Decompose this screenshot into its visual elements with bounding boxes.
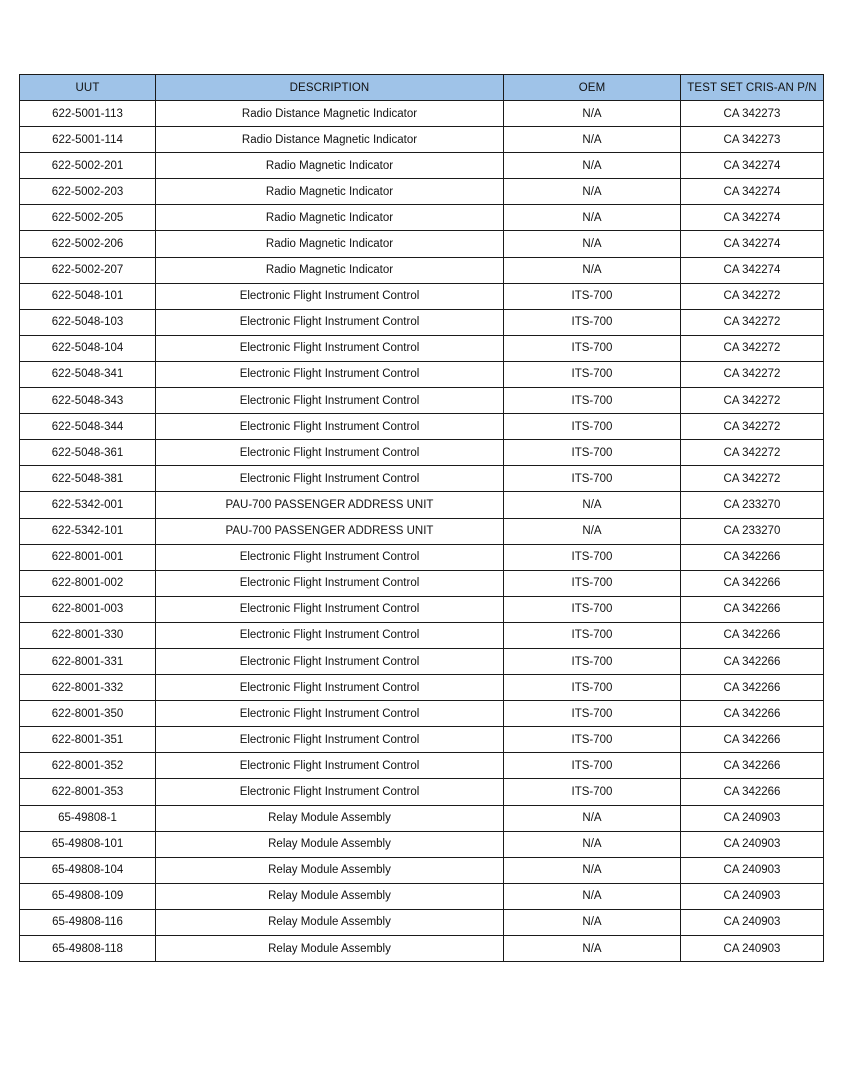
description-cell: Relay Module Assembly — [156, 883, 504, 909]
oem-cell: N/A — [504, 936, 681, 962]
description-cell: Radio Distance Magnetic Indicator — [156, 101, 504, 127]
table-row — [20, 388, 824, 414]
test-set-pn-cell: CA 342274 — [681, 179, 824, 205]
oem-cell: ITS-700 — [504, 701, 681, 727]
table-row — [20, 335, 824, 361]
table-row — [20, 596, 824, 622]
uut-cell: 622-5048-104 — [20, 335, 156, 361]
uut-cell: 622-5002-207 — [20, 257, 156, 283]
table-row — [20, 831, 824, 857]
table-row — [20, 936, 824, 962]
table-row — [20, 127, 824, 153]
uut-cell: 622-5048-341 — [20, 361, 156, 387]
description-cell: Electronic Flight Instrument Control — [156, 570, 504, 596]
table-row — [20, 466, 824, 492]
description-cell: Electronic Flight Instrument Control — [156, 622, 504, 648]
description-cell: Relay Module Assembly — [156, 805, 504, 831]
test-set-pn-cell: CA 342266 — [681, 596, 824, 622]
description-cell: Electronic Flight Instrument Control — [156, 309, 504, 335]
table-row — [20, 440, 824, 466]
description-cell: Electronic Flight Instrument Control — [156, 701, 504, 727]
oem-cell: ITS-700 — [504, 440, 681, 466]
oem-cell: ITS-700 — [504, 596, 681, 622]
uut-cell: 65-49808-118 — [20, 936, 156, 962]
table-row — [20, 727, 824, 753]
description-cell: Electronic Flight Instrument Control — [156, 414, 504, 440]
uut-cell: 622-8001-350 — [20, 701, 156, 727]
oem-cell: ITS-700 — [504, 779, 681, 805]
test-set-pn-cell: CA 342274 — [681, 153, 824, 179]
test-set-pn-cell: CA 342266 — [681, 753, 824, 779]
table-row — [20, 257, 824, 283]
uut-cell: 622-5001-114 — [20, 127, 156, 153]
description-cell: Relay Module Assembly — [156, 831, 504, 857]
table-body — [20, 101, 824, 962]
test-set-pn-cell: CA 233270 — [681, 492, 824, 518]
table-row — [20, 909, 824, 935]
description-cell: Electronic Flight Instrument Control — [156, 466, 504, 492]
uut-cell: 622-5002-201 — [20, 153, 156, 179]
test-set-pn-cell: CA 240903 — [681, 805, 824, 831]
description-cell: Relay Module Assembly — [156, 936, 504, 962]
table-row — [20, 414, 824, 440]
description-cell: Relay Module Assembly — [156, 857, 504, 883]
oem-cell: ITS-700 — [504, 648, 681, 674]
oem-cell: ITS-700 — [504, 570, 681, 596]
oem-cell: ITS-700 — [504, 388, 681, 414]
description-cell: Electronic Flight Instrument Control — [156, 596, 504, 622]
description-cell: Electronic Flight Instrument Control — [156, 283, 504, 309]
table-row — [20, 544, 824, 570]
header-oem: OEM — [504, 75, 681, 101]
uut-cell: 65-49808-116 — [20, 909, 156, 935]
uut-cell: 622-5048-103 — [20, 309, 156, 335]
uut-cell: 622-8001-331 — [20, 648, 156, 674]
oem-cell: ITS-700 — [504, 727, 681, 753]
uut-cell: 65-49808-1 — [20, 805, 156, 831]
uut-cell: 622-5002-206 — [20, 231, 156, 257]
test-set-pn-cell: CA 342266 — [681, 570, 824, 596]
oem-cell: N/A — [504, 127, 681, 153]
test-set-pn-cell: CA 342272 — [681, 466, 824, 492]
uut-cell: 622-5048-343 — [20, 388, 156, 414]
table-row — [20, 701, 824, 727]
oem-cell: N/A — [504, 492, 681, 518]
oem-cell: ITS-700 — [504, 466, 681, 492]
oem-cell: N/A — [504, 857, 681, 883]
table-row — [20, 283, 824, 309]
table-row — [20, 779, 824, 805]
test-set-pn-cell: CA 342272 — [681, 309, 824, 335]
header-test-set-pn: TEST SET CRIS-AN P/N — [681, 75, 824, 101]
description-cell: Radio Distance Magnetic Indicator — [156, 127, 504, 153]
description-cell: PAU-700 PASSENGER ADDRESS UNIT — [156, 518, 504, 544]
description-cell: Electronic Flight Instrument Control — [156, 727, 504, 753]
test-set-pn-cell: CA 342272 — [681, 388, 824, 414]
test-set-pn-cell: CA 342266 — [681, 675, 824, 701]
uut-cell: 622-8001-352 — [20, 753, 156, 779]
table-row — [20, 622, 824, 648]
oem-cell: N/A — [504, 179, 681, 205]
test-set-pn-cell: CA 342274 — [681, 231, 824, 257]
test-set-pn-cell: CA 342266 — [681, 544, 824, 570]
test-set-pn-cell: CA 240903 — [681, 936, 824, 962]
oem-cell: N/A — [504, 153, 681, 179]
uut-cell: 622-8001-003 — [20, 596, 156, 622]
uut-cell: 622-5342-001 — [20, 492, 156, 518]
oem-cell: N/A — [504, 231, 681, 257]
table-row — [20, 518, 824, 544]
table-header-row — [20, 75, 824, 101]
oem-cell: N/A — [504, 101, 681, 127]
description-cell: Radio Magnetic Indicator — [156, 153, 504, 179]
test-set-pn-cell: CA 342274 — [681, 257, 824, 283]
oem-cell: N/A — [504, 805, 681, 831]
test-set-pn-cell: CA 342273 — [681, 101, 824, 127]
table-row — [20, 648, 824, 674]
description-cell: PAU-700 PASSENGER ADDRESS UNIT — [156, 492, 504, 518]
uut-cell: 65-49808-109 — [20, 883, 156, 909]
description-cell: Radio Magnetic Indicator — [156, 231, 504, 257]
header-uut: UUT — [20, 75, 156, 101]
uut-cell: 622-5048-361 — [20, 440, 156, 466]
uut-cell: 622-8001-330 — [20, 622, 156, 648]
table-row — [20, 492, 824, 518]
description-cell: Radio Magnetic Indicator — [156, 179, 504, 205]
test-set-pn-cell: CA 342272 — [681, 414, 824, 440]
description-cell: Electronic Flight Instrument Control — [156, 335, 504, 361]
test-set-pn-cell: CA 342272 — [681, 440, 824, 466]
description-cell: Electronic Flight Instrument Control — [156, 675, 504, 701]
table-row — [20, 753, 824, 779]
test-set-pn-cell: CA 240903 — [681, 857, 824, 883]
oem-cell: ITS-700 — [504, 361, 681, 387]
oem-cell: ITS-700 — [504, 675, 681, 701]
description-cell: Electronic Flight Instrument Control — [156, 779, 504, 805]
table-row — [20, 153, 824, 179]
table-row — [20, 361, 824, 387]
table-row — [20, 309, 824, 335]
table-row — [20, 101, 824, 127]
description-cell: Relay Module Assembly — [156, 909, 504, 935]
oem-cell: ITS-700 — [504, 753, 681, 779]
test-set-pn-cell: CA 342266 — [681, 622, 824, 648]
uut-cell: 65-49808-101 — [20, 831, 156, 857]
description-cell: Electronic Flight Instrument Control — [156, 648, 504, 674]
oem-cell: N/A — [504, 518, 681, 544]
test-set-pn-cell: CA 240903 — [681, 831, 824, 857]
table-row — [20, 857, 824, 883]
oem-cell: ITS-700 — [504, 335, 681, 361]
uut-cell: 65-49808-104 — [20, 857, 156, 883]
uut-cell: 622-5048-101 — [20, 283, 156, 309]
oem-cell: ITS-700 — [504, 283, 681, 309]
oem-cell: N/A — [504, 831, 681, 857]
uut-cell: 622-8001-001 — [20, 544, 156, 570]
header-description: DESCRIPTION — [156, 75, 504, 101]
test-set-pn-cell: CA 342272 — [681, 283, 824, 309]
uut-cell: 622-5001-113 — [20, 101, 156, 127]
table-row — [20, 805, 824, 831]
uut-cell: 622-5048-381 — [20, 466, 156, 492]
uut-cell: 622-5342-101 — [20, 518, 156, 544]
test-set-pn-cell: CA 342273 — [681, 127, 824, 153]
uut-cell: 622-8001-002 — [20, 570, 156, 596]
table-row — [20, 231, 824, 257]
test-set-pn-cell: CA 233270 — [681, 518, 824, 544]
description-cell: Electronic Flight Instrument Control — [156, 753, 504, 779]
table-row — [20, 883, 824, 909]
oem-cell: ITS-700 — [504, 622, 681, 648]
uut-cell: 622-8001-332 — [20, 675, 156, 701]
table-row — [20, 675, 824, 701]
parts-table — [19, 74, 824, 962]
description-cell: Radio Magnetic Indicator — [156, 257, 504, 283]
oem-cell: ITS-700 — [504, 309, 681, 335]
description-cell: Electronic Flight Instrument Control — [156, 361, 504, 387]
test-set-pn-cell: CA 342266 — [681, 701, 824, 727]
oem-cell: ITS-700 — [504, 544, 681, 570]
uut-cell: 622-5002-205 — [20, 205, 156, 231]
uut-cell: 622-8001-353 — [20, 779, 156, 805]
oem-cell: N/A — [504, 883, 681, 909]
table-row — [20, 179, 824, 205]
description-cell: Radio Magnetic Indicator — [156, 205, 504, 231]
test-set-pn-cell: CA 342266 — [681, 648, 824, 674]
table-row — [20, 570, 824, 596]
oem-cell: ITS-700 — [504, 414, 681, 440]
uut-cell: 622-5048-344 — [20, 414, 156, 440]
table-row — [20, 205, 824, 231]
oem-cell: N/A — [504, 205, 681, 231]
description-cell: Electronic Flight Instrument Control — [156, 388, 504, 414]
test-set-pn-cell: CA 342272 — [681, 335, 824, 361]
oem-cell: N/A — [504, 257, 681, 283]
test-set-pn-cell: CA 342272 — [681, 361, 824, 387]
description-cell: Electronic Flight Instrument Control — [156, 440, 504, 466]
uut-cell: 622-5002-203 — [20, 179, 156, 205]
test-set-pn-cell: CA 240903 — [681, 883, 824, 909]
description-cell: Electronic Flight Instrument Control — [156, 544, 504, 570]
test-set-pn-cell: CA 342266 — [681, 727, 824, 753]
test-set-pn-cell: CA 342266 — [681, 779, 824, 805]
test-set-pn-cell: CA 342274 — [681, 205, 824, 231]
test-set-pn-cell: CA 240903 — [681, 909, 824, 935]
uut-cell: 622-8001-351 — [20, 727, 156, 753]
oem-cell: N/A — [504, 909, 681, 935]
